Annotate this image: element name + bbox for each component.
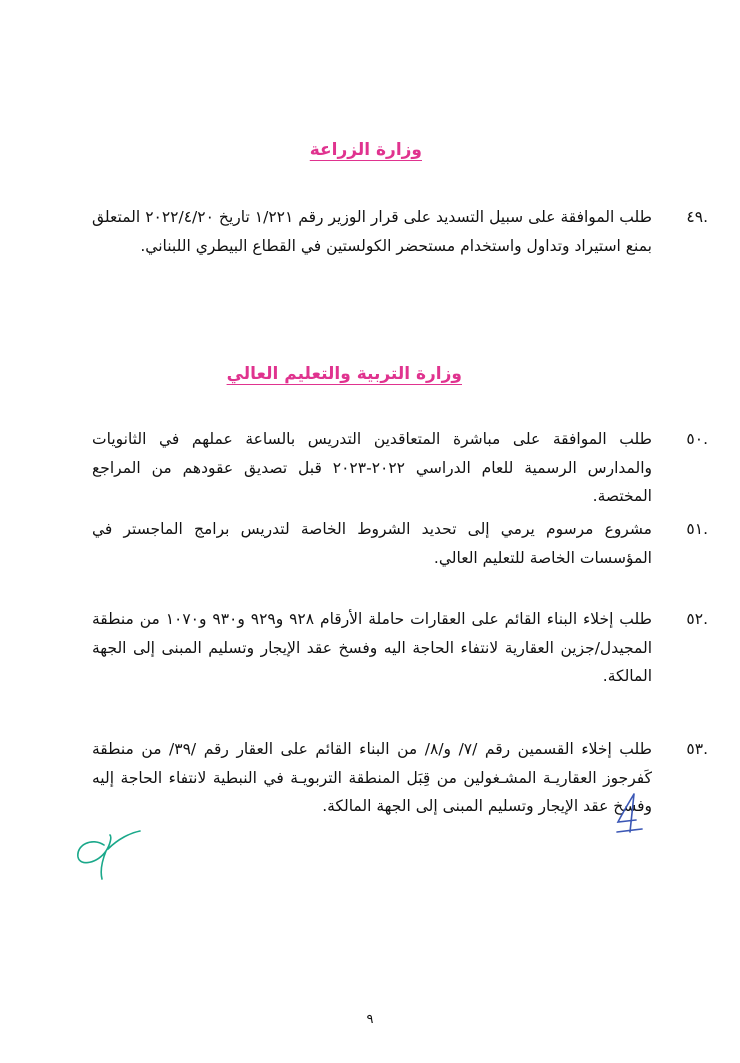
section-heading-agriculture: وزارة الزراعة bbox=[309, 140, 422, 160]
item-number: .٥٠ bbox=[686, 430, 708, 448]
item-text: طلب الموافقة على مباشرة المتعاقدين التدريس بالساعة عملهم في الثانويات والمدارس الرسمية للعام الدراسي ٢٠٢٢-٢٠٢٣ قبل تصديق عقودهم من المراجع المختصة. bbox=[92, 430, 652, 505]
item-text: طلب إخلاء القسمين رقم /٧/ و/٨/ من البناء القائم على العقار رقم /٣٩/ من منطقة كَفرجوز العقاريـة المشـغولين من قِبَل المنطقة التربويـة في النبطية لانتفاء الحاجة إليه وفسخ عقد الإيجار وتسليم المبنى إلى الجهة المالكة. bbox=[92, 740, 652, 815]
item-text: طلب إخلاء البناء القائم على العقارات حاملة الأرقام ٩٢٨ و٩٢٩ و٩٣٠ و١٠٧٠ من منطقة المجيدل/جزين العقارية لانتفاء الحاجة اليه وفسخ عقد الإيجار وتسليم المبنى إلى الجهة المالكة. bbox=[92, 610, 652, 685]
item-number: .٥٣ bbox=[686, 740, 708, 758]
item-number: .٥١ bbox=[686, 520, 708, 538]
signature-initial-right bbox=[614, 790, 648, 838]
signature-initial-left bbox=[66, 825, 144, 883]
item-number: .٥٢ bbox=[686, 610, 708, 628]
agenda-item-50 bbox=[92, 425, 708, 511]
page-number: ٩ bbox=[366, 1012, 374, 1027]
agenda-item-49 bbox=[92, 203, 708, 260]
agenda-item-52 bbox=[92, 605, 708, 691]
item-text: طلب الموافقة على سبيل التسديد على قرار الوزير رقم ١/٢٢١ تاريخ ٢٠٢٢/٤/٢٠ المتعلق بمنع استيراد وتداول واستخدام مستحضر الكولستين في القطاع البيطري اللبناني. bbox=[92, 208, 652, 255]
section-heading-education: وزارة التربية والتعليم العالي bbox=[226, 364, 462, 384]
agenda-item-51 bbox=[92, 515, 708, 572]
agenda-item-53 bbox=[92, 735, 708, 821]
item-number: .٤٩ bbox=[686, 208, 708, 226]
item-text: مشروع مرسوم يرمي إلى تحديد الشروط الخاصة لتدريس برامج الماجستر في المؤسسات الخاصة للتعليم العالي. bbox=[92, 520, 652, 567]
